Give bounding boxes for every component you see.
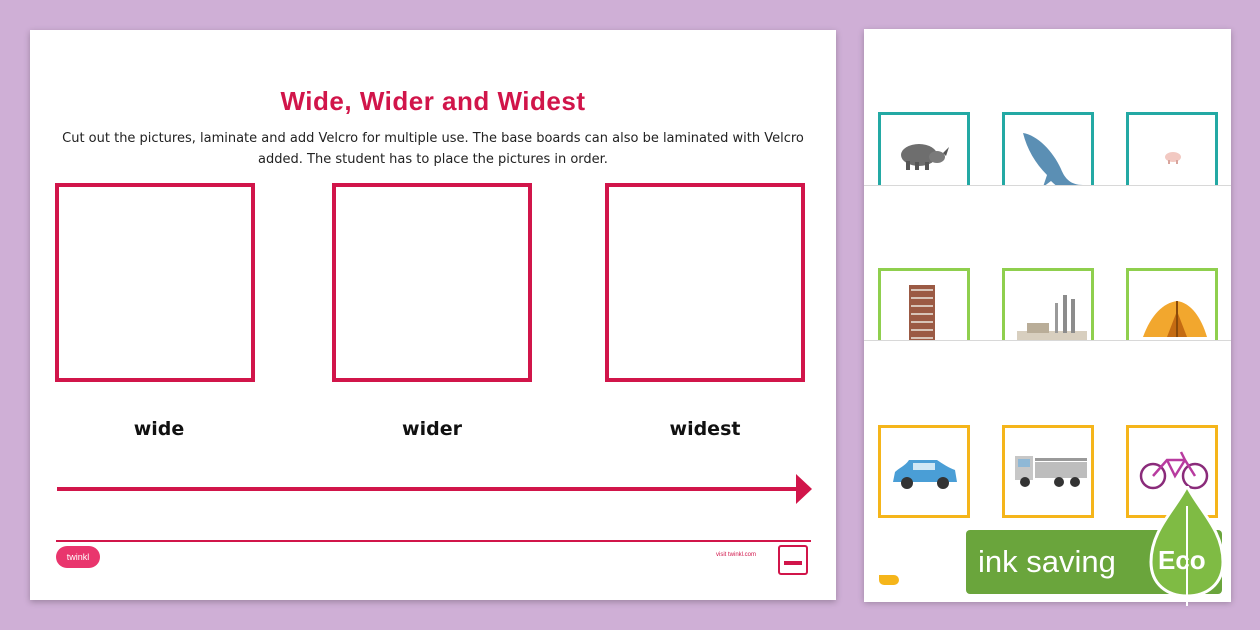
label-wide: wide — [133, 418, 185, 440]
rhino-icon — [889, 125, 959, 175]
footer-divider — [56, 540, 811, 542]
worksheet-title: Wide, Wider and Widest — [280, 86, 586, 116]
placement-box-2 — [332, 183, 532, 382]
arrow-head-icon — [796, 474, 812, 504]
truck-icon — [1013, 438, 1089, 498]
twinkl-logo: twinkl — [56, 546, 100, 568]
instructions-text: Cut out the pictures, laminate and add Velcro for multiple use. The base boards can also be laminated with Velcro added. The student has to place the pictures in order. — [62, 131, 804, 167]
card-truck — [1002, 425, 1094, 518]
eco-badge-text: ink saving — [978, 544, 1116, 579]
eco-tag: Eco — [1158, 545, 1206, 575]
footer-site-text: visit twinkl.com — [716, 552, 757, 558]
placement-box-3 — [605, 183, 805, 382]
yellow-logo-icon — [879, 575, 899, 585]
quality-badge-icon — [778, 545, 808, 575]
worksheet-page — [30, 30, 836, 600]
placement-box-1 — [55, 183, 255, 382]
card-car — [878, 425, 970, 518]
car-icon — [889, 438, 963, 498]
label-wider: wider — [402, 418, 462, 440]
label-widest: widest — [669, 418, 741, 440]
pig-icon — [1137, 125, 1207, 175]
order-arrow-line — [57, 487, 800, 491]
